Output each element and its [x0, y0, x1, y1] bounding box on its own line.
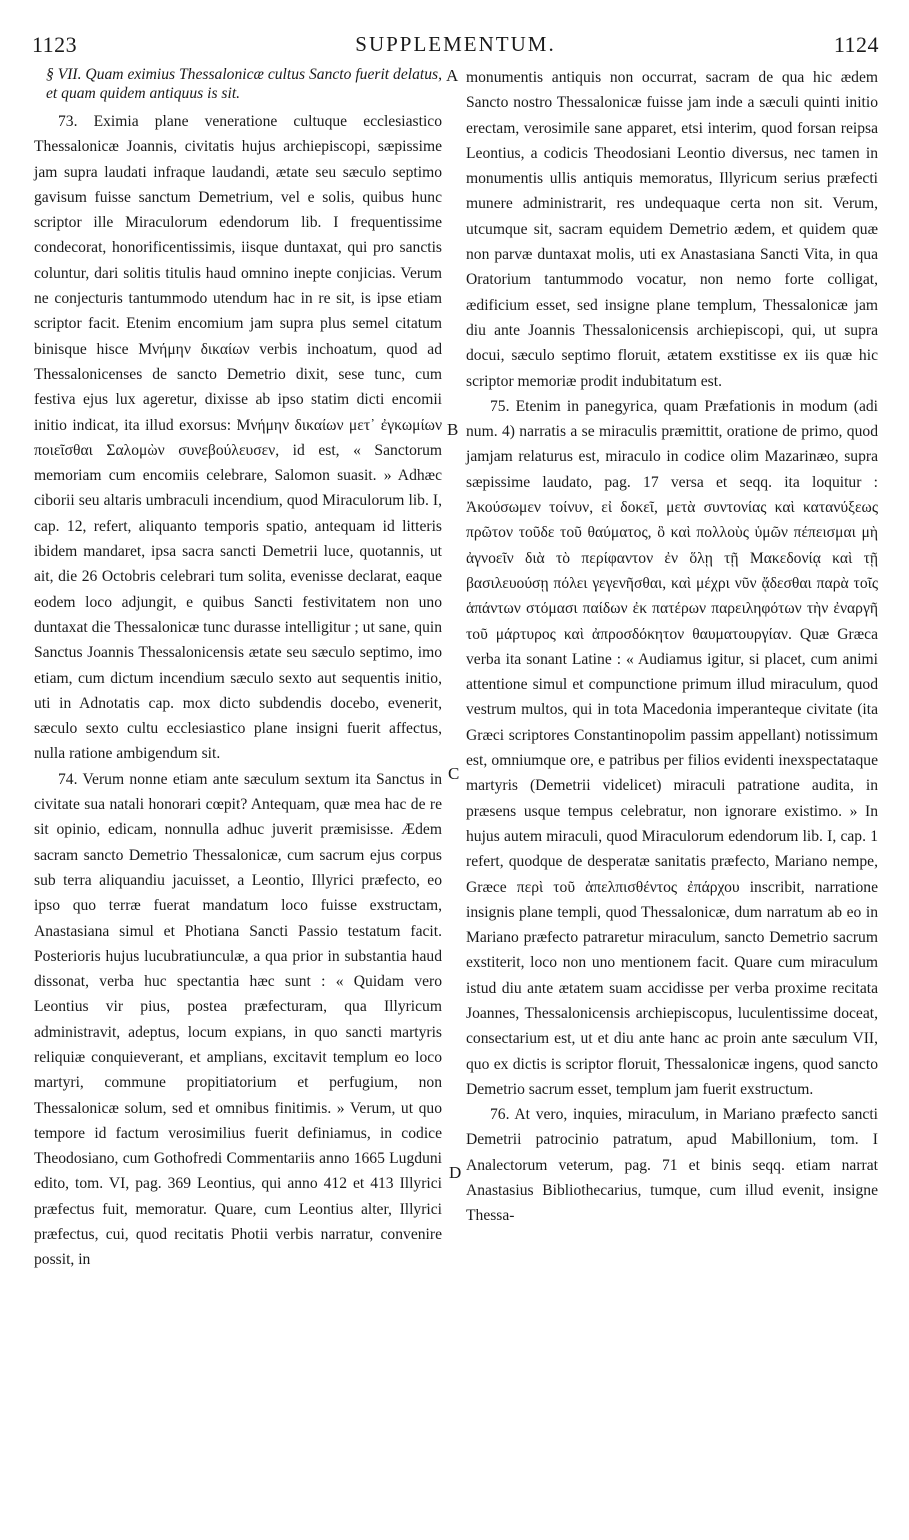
paragraph-73: 73. Eximia plane veneratione cultuque ecclesiastico Thessalonicæ Joannis, civitatis hujus archiepiscopi, sæpissime jam supra laudati infraque laudandi, ætate seu sæculo septimo gavisum fuisse sanctum Demetrium, vel e solis, quibus hunc scriptor ille Miraculorum edendorum lib. I frequentissime condecorat, honorificentissimis, iisque duntaxat, qui pro sanctis coluntur, dari solitis titulis haud omnino inepte conjicias. Verum ne conjecturis tantummodo utendum hac in re sit, is ipse etiam scriptor facit. Etenim encomium jam supra plus semel citatum binisque hisce Μνήμην δικαίων verbis inchoatum, quod ad Thessalonicenses de sancto Demetrio dixit, sese tunc, cum festiva ejus lux ageretur, dixisse ab ipso statim dicti encomii initio indicat, ita illud exorsus: Μνήμην δικαίων μετ᾽ ἐγκωμίων ποιεῖσθαι Σαλομὼν συνεβούλευσεν, id est, « Sanctorum memoriam cum encomiis celebrare, Salomon suasit. » Adhæc ciborii seu altaris umbraculi incendium, quod Miraculorum lib. I, cap. 12, refert, aliquanto temporis spatio, antequam id litteris ibidem mandaret, ipsa sacra sancti Demetrii luce, quotannis, ut ait, die 26 Octobris celebrari tum solita, evenisse declarat, eaque eodem loco adjungit, e quibus Sancti festivitatem non uno duntaxat die Thessalonicæ tunc durasse intelligitur ; ut sane, quin Sanctus Joannis Thessalonicensis ætate seu sæculo septimo, imo etiam, cum dictum incendium sæculo sexto aut sequentis initio, uti in Adnotatis cap. mox dicto subdendis docebo, evenerit, sæculo sexto cultu ecclesiastico plane insigni fuerit affectus, nulla ratione ambigendum sit. — [34, 113, 442, 763]
page-number-left: 1123 — [32, 32, 78, 57]
margin-letter-d: D — [449, 1163, 462, 1182]
running-header — [32, 32, 879, 58]
paragraph-76: 76. At vero, inquies, miraculum, in Mariano præfecto sancti Demetrii patrocinio patratum, apud Mabillonium, tom. I Analectorum veterum, pag. 71 et binis seqq. etiam narrat Anastasius Bibliothecarius, tumque, cum illud evenit, insigne Thessa- — [466, 1106, 878, 1225]
paragraph-74-continued: monumentis antiquis non occurrat, sacram de qua hic ædem Sancto nostro Thessalonicæ fuisse jam inde a sæculi quinti initio erectam, verosimile sane apparet, etsi interim, quod forsan reipsa Leontius, a codicis Theodosiani Leontio diversus, nec tamen in monumentis ullis antiquis memoratus, Illyricum serius præfecti munere administrarit, res undequaque certa non sit. Verum, utcumque sit, sacram equidem Demetrio ædem, et quidem quæ non parvæ duntaxat molis, uti ex Anastasiana Sancti Vita, in qua Oratorium tantummodo vocatur, non nemo forte colligat, ædificium esset, sed insigne plane templum, Thessalonicæ jam diu ante Joannis Thessalonicensis archiepiscopi, qui, ut supra docui, sæculo septimo floruit, ætatem exstitisse ex iis quæ hic scriptor memoriæ prodit indubitatum est. — [466, 69, 878, 390]
margin-letter-a: A — [446, 66, 459, 85]
margin-letter-b: B — [447, 420, 459, 439]
paragraph-74: 74. Verum nonne etiam ante sæculum sextum ita Sanctus in civitate sua natali honorari cœpit? Antequam, quæ mea hac de re sit opinio, edicam, nonnulla adhuc juverit præmisisse. Ædem sacram sancto Demetrio Thessalonicæ, cum sacrum ejus corpus sub terra aliquandiu jacuisset, a Leontio, Illyrici præfecto, eo ipso quo terræ fuerat mandatum loco fuisse exstructam, Anastasiana simul et Photiana Sancti Passio testatum facit. Posterioris hujus lucubratiunculæ, a qua prior in substantia haud dissonat, verba huc spectantia hæc sunt : « Quidam vero Leontius vir pius, postea præfecturam, qua Illyricum administravit, adeptus, locum expians, in quo sancti martyris reliquiæ conquieverant, et amplians, excitavit templum eo loco martyri, commune propitiatorium et perfugium, non Thessalonicæ solum, sed et omnibus finitimis. » Verum, ut quo tempore id factum verosimilius fuerit definiamus, in codice Theodosiano, cum Gothofredi Commentariis anno 1665 Lugduni edito, tom. VI, pag. 369 Leontius, qui anno 412 et 413 Illyrici præfectus fuit, memoratur. Quare, cum Leontius alter, Illyrici præfectus, cui, quod recitatis Photii verbis narratur, convenire possit, in — [34, 770, 442, 1269]
section-heading: § VII. Quam eximius Thessalonicæ cultus Sancto fuerit delatus, et quam quidem antiquus is sit. — [46, 66, 442, 102]
left-column — [34, 65, 442, 1273]
page-number-right: 1124 — [833, 32, 879, 57]
paragraph-75: 75. Etenim in panegyrica, quam Præfationis in modum (adi num. 4) narratis a se miraculis præmittit, oratione de primo, quod jamjam relaturus est, miraculo in codice olim Mazarinæo, supra sæpissime laudato, pag. 17 versa et seqq. ita loquitur : Ἀκούσωμεν τοίνυν, εἰ δοκεῖ, μετὰ συντονίας καὶ κατανύξεως πρῶτον τοῦδε τοῦ θαύματος, ὃ καὶ πολλοὺς ὑμῶν πέπεισμαι μὴ ἀγνοεῖν διὰ τὸ περίφαντον ἐν ὅλῃ τῇ Μακεδονίᾳ καὶ τῇ βασιλευούσῃ πόλει γεγενῆσθαι, καὶ μέχρι νῦν ᾄδεσθαι παρὰ τοῖς ἁπάντων στόμασι παίδων ἐκ πατέρων παρειληφότων τὴν ἐναργῆ τοῦ μάρτυρος καὶ ἀπροσδόκητον θαυματουργίαν. Quæ Græca verba ita sonant Latine : « Audiamus igitur, si placet, cum animi attentione simul et compunctione primum illud miraculum, quod vestrum multos, qui in tota Macedonia imperanteque civitate (ita Græci scriptores Constantinopolim passim appellant) notissimum est, omniumque ore, e patribus per filios evidenti inexspectataque martyris (Demetrii videlicet) miraculi patratione audita, in præsens usque tempus celebratur, non ignorare existimo. » In hujus autem miraculi, quod Miraculorum edendorum lib. I, cap. 1 refert, quodque de desperatæ sanitatis præfecto, Mariano nempe, Græce περὶ τοῦ ἀπελπισθέντος ἐπάρχου inscribit, narratione insignis plane templi, quod Thessalonicæ, dum narratum ab eo in Mariano præfecto patraretur miraculum, sancto Demetrio sacrum exstiterit, loco non uno mentionem facit. Quare cum miraculum istud diu ante ætatem suam accidisse per verba proxime recitata Joannes, Thessalonicensis archiepiscopus, luculentissime doceat, consectarium est, ut et diu ante hanc ac proin ante sæculum VII, quo ex dictis is scriptor floruit, Thessalonicæ ingens, quod sancto Demetrio sacrum esset, templum jam fuerit exstructum. — [466, 397, 878, 1098]
right-column — [466, 65, 878, 1229]
running-title: SUPPLEMENTUM. — [355, 32, 556, 56]
margin-letter-c: C — [448, 764, 460, 783]
